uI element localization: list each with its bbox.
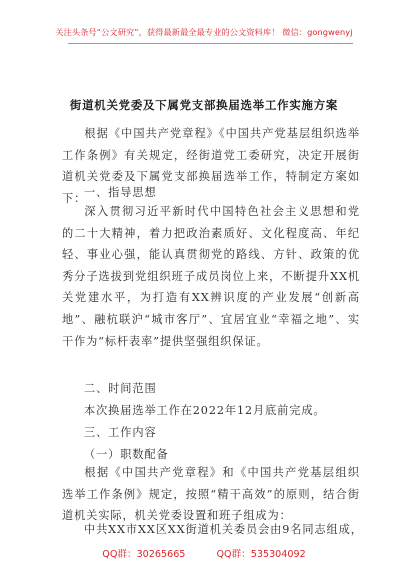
section-heading-time-range: 二、时间范围 <box>84 382 157 395</box>
qq-group-secondary: QQ群：535304092 <box>216 549 306 560</box>
section-heading-work-content: 三、工作内容 <box>84 426 157 439</box>
subsection-heading-positions: （一）职数配备 <box>84 448 169 461</box>
footer-contact <box>0 546 408 560</box>
intro-paragraph: 根据《中国共产党章程》《中国共产党基层组织选举工作条例》有关规定，经街道党工委研究，决定开展街道机关党委及下属党支部换届选举工作，特制定方案如下： <box>62 127 360 205</box>
document-title: 街道机关党委及下属党支部换届选举工作实施方案 <box>69 98 339 112</box>
time-range-paragraph: 本次换届选举工作在2022年12月底前完成。 <box>84 404 326 417</box>
header-divider <box>68 43 353 44</box>
positions-paragraph: 根据《中国共产党章程》和《中国共产党基层组织选举工作条例》规定，按照“精干高效”的原则，结合街道机关实际，机关党委设置和班子组成为： <box>62 466 360 523</box>
section-heading-guiding-ideology: 一、指导思想 <box>84 186 157 199</box>
qq-group-primary: QQ群：30265665 <box>102 549 186 560</box>
guiding-ideology-paragraph: 深入贯彻习近平新时代中国特色社会主义思想和党的二十大精神，着力把政治素质好、文化程度高、年纪轻、事业心强，能认真贯彻党的路线、方针、政策的优秀分子选拔到党组织班子成员岗位上来，不断提升XX机关党建水平，为打造有XX辨识度的产业发展“创新高地”、融杭联沪“城市客厅”、宜居宜业“幸福之地”、实干作为“标杆表率”提供坚强组织保证。 <box>62 205 360 348</box>
header-banner: 关注头条号“公文研究”，获得最新最全最专业的公文资料库！ 微信：gongwenyj <box>55 27 353 37</box>
committee-composition-line: 中共XX市XX区XX街道机关委员会由9名同志组成， <box>84 523 363 536</box>
